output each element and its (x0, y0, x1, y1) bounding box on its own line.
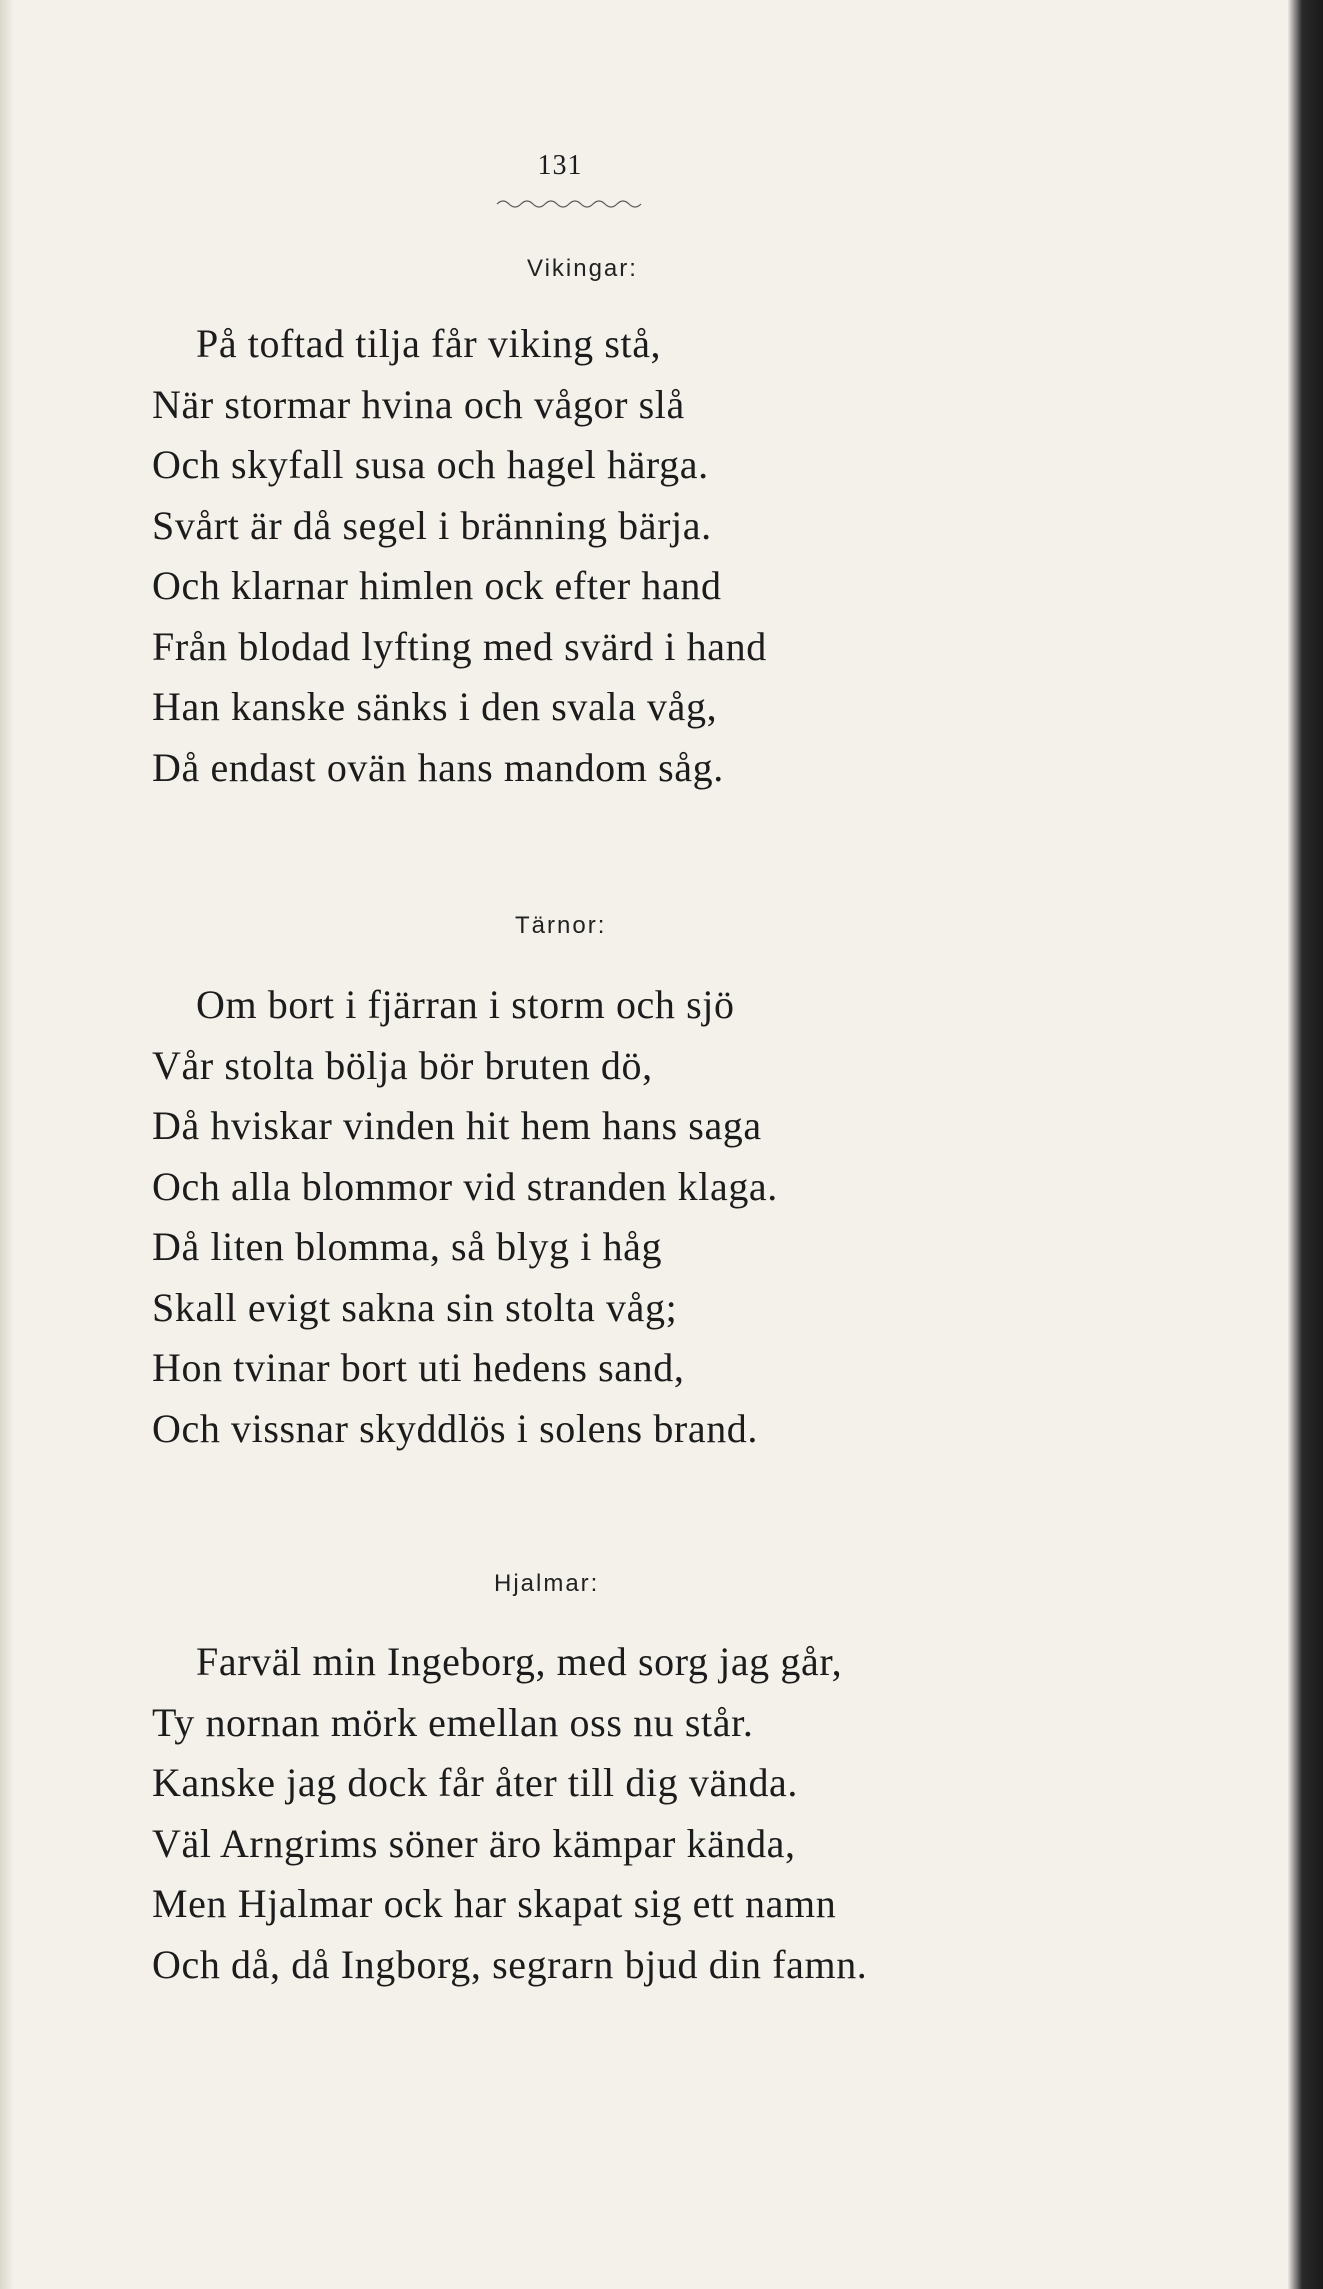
verse-line: Hon tvinar bort uti hedens sand, (152, 1345, 685, 1390)
page-number: 131 (537, 150, 583, 181)
stanza-tarnor (152, 975, 778, 1459)
verse-line: Och vissnar skyddlös i solens brand. (152, 1405, 758, 1451)
page-gutter-shadow (0, 0, 14, 2289)
stanza-hjalmar (152, 1632, 867, 1995)
verse-line: Vår stolta bölja bör bruten dö, (152, 1042, 653, 1088)
verse-line: Då endast ovän hans mandom såg. (152, 744, 724, 790)
verse-line: Svårt är då segel i bränning bärja. (152, 502, 712, 548)
section-heading-tarnor: Tärnor: (515, 912, 607, 939)
verse-line: På toftad tilja får viking stå, (196, 321, 662, 366)
verse-line: Ty nornan mörk emellan oss nu står. (152, 1699, 754, 1745)
verse-line: Om bort i fjärran i storm och sjö (196, 982, 735, 1027)
verse-line: Skall evigt sakna sin stolta våg; (152, 1284, 678, 1330)
verse-line: Men Hjalmar ock har skapat sig ett namn (152, 1881, 837, 1926)
verse-line: Farväl min Ingeborg, med sorg jag går, (196, 1639, 843, 1684)
section-heading-vikingar: Vikingar: (527, 255, 638, 282)
ornament-squiggle (495, 196, 645, 212)
verse-line: Kanske jag dock får åter till dig vända. (152, 1760, 798, 1805)
verse-line: Då liten blomma, så blyg i håg (152, 1224, 663, 1269)
verse-line: Han kanske sänks i den svala våg, (152, 684, 718, 729)
verse-line: Och då, då Ingborg, segrarn bjud din famn. (152, 1941, 868, 1987)
verse-line: Från blodad lyfting med svärd i hand (152, 623, 767, 669)
verse-line: Väl Arngrims söner äro kämpar kända, (152, 1820, 796, 1866)
verse-line: När stormar hvina och vågor slå (152, 381, 685, 427)
stanza-vikingar (152, 314, 767, 798)
verse-line: Då hviskar vinden hit hem hans saga (152, 1103, 762, 1148)
section-heading-hjalmar: Hjalmar: (494, 1570, 600, 1597)
page-edge-shadow (1288, 0, 1323, 2289)
verse-line: Och skyfall susa och hagel härga. (152, 442, 709, 487)
verse-line: Och alla blommor vid stranden klaga. (152, 1163, 778, 1209)
verse-line: Och klarnar himlen ock efter hand (152, 563, 722, 608)
